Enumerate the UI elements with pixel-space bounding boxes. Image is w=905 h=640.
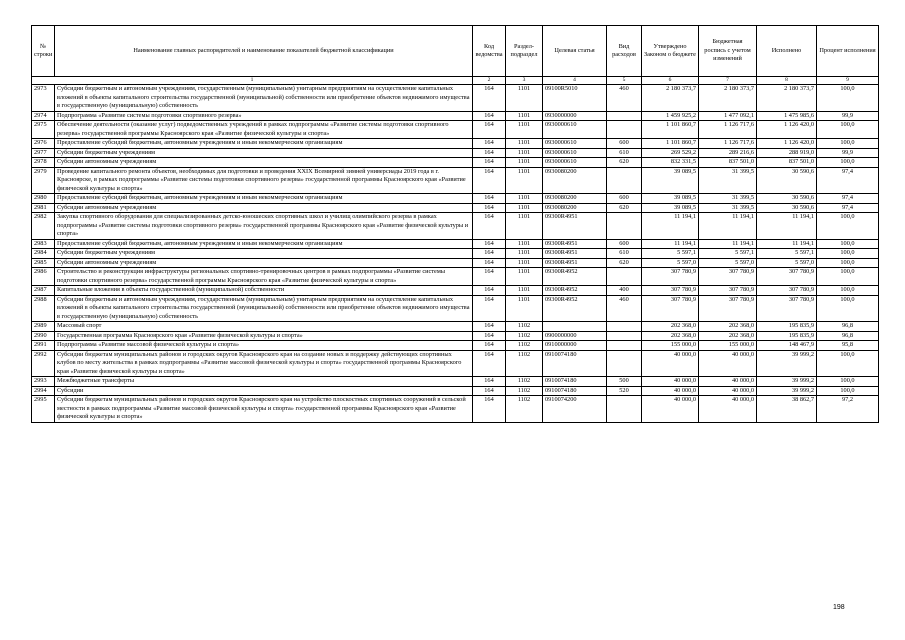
table-row [32,203,879,213]
row-name: Предоставление субсидий бюджетным, автономным учреждениям и иным некоммерческим организациям [55,194,473,204]
expense-type: 500 [607,377,642,387]
header-executed: Исполнено [757,26,817,77]
target-article: 0930080200 [543,194,607,204]
schedule-amount: 307 780,9 [699,286,757,296]
header-row-number: № строки [32,26,55,77]
target-article: 0900000000 [543,331,607,341]
section-code: 1102 [506,322,543,332]
table-row [32,148,879,158]
section-code: 1101 [506,194,543,204]
executed-amount: 307 780,9 [757,295,817,322]
percent-executed: 97,4 [817,203,879,213]
executed-amount: 195 835,9 [757,322,817,332]
expense-type [607,167,642,194]
table-row [32,396,879,423]
header-percent: Процент исполнения [817,26,879,77]
dept-code: 164 [473,377,506,387]
row-name: Субсидии автономным учреждениям [55,158,473,168]
section-code: 1101 [506,286,543,296]
row-number: 2986 [32,268,55,286]
approved-amount: 40 000,0 [642,386,699,396]
percent-executed: 97,2 [817,396,879,423]
dept-code: 164 [473,396,506,423]
dept-code: 164 [473,322,506,332]
dept-code: 164 [473,111,506,121]
percent-executed: 100,0 [817,158,879,168]
approved-amount: 39 089,5 [642,167,699,194]
section-code: 1101 [506,203,543,213]
dept-code: 164 [473,194,506,204]
row-name: Субсидии бюджетам муниципальных районов и городских округов Красноярского края на создание новых и поддержку действующих спортивных клубов по месту жительства в рамках подпрограммы «Развитие массовой физической культуры и спорта» государственной программы Красноярского края «Развитие физической культуры и спорта» [55,350,473,377]
expense-type [607,341,642,351]
section-code: 1101 [506,85,543,112]
dept-code: 164 [473,148,506,158]
expense-type: 460 [607,85,642,112]
table-row [32,258,879,268]
target-article: 09300R4951 [543,258,607,268]
row-number: 2975 [32,121,55,139]
row-name: Субсидии автономным учреждениям [55,258,473,268]
percent-executed: 100,0 [817,377,879,387]
approved-amount: 155 000,0 [642,341,699,351]
expense-type [607,396,642,423]
dept-code: 164 [473,158,506,168]
percent-executed: 100,0 [817,258,879,268]
expense-type: 460 [607,295,642,322]
table-row [32,286,879,296]
section-code: 1101 [506,148,543,158]
percent-executed: 97,4 [817,194,879,204]
table-row [32,350,879,377]
schedule-amount: 2 180 373,7 [699,85,757,112]
row-name: Субсидии [55,386,473,396]
schedule-amount: 40 000,0 [699,386,757,396]
executed-amount: 11 194,1 [757,239,817,249]
percent-executed: 100,0 [817,268,879,286]
header-section: Раздел- подраздел [506,26,543,77]
schedule-amount: 5 597,0 [699,258,757,268]
expense-type: 520 [607,386,642,396]
expense-type: 400 [607,286,642,296]
budget-table [31,25,879,423]
schedule-amount: 202 368,0 [699,331,757,341]
table-row [32,213,879,240]
table-row [32,239,879,249]
expense-type: 600 [607,239,642,249]
section-code: 1102 [506,331,543,341]
executed-amount: 1 475 985,6 [757,111,817,121]
percent-executed: 100,0 [817,121,879,139]
section-code: 1102 [506,377,543,387]
schedule-amount: 155 000,0 [699,341,757,351]
row-number: 2981 [32,203,55,213]
row-name: Закупка спортивного оборудования для специализированных детско-юношеских спортивных школ и училищ олимпийского резерва в рамках подпрограммы «Развитие системы подготовки спортивного резерва» государственной программы Красноярского края «Развитие физической культуры и спорта» [55,213,473,240]
row-name: Обеспечение деятельности (оказание услуг) подведомственных учреждений в рамках подпрограммы «Развитие системы подготовки спортивного резерва» государственной программы Красноярского края «Развитие физической культуры и спорта» [55,121,473,139]
approved-amount: 269 529,2 [642,148,699,158]
page-number: 198 [833,604,845,611]
column-number: 4 [543,77,607,85]
percent-executed: 100,0 [817,85,879,112]
target-article: 0930000610 [543,158,607,168]
target-article: 0910074180 [543,377,607,387]
executed-amount: 148 467,9 [757,341,817,351]
percent-executed: 100,0 [817,213,879,240]
table-row [32,85,879,112]
schedule-amount: 11 194,1 [699,213,757,240]
row-number: 2974 [32,111,55,121]
expense-type: 600 [607,139,642,149]
executed-amount: 39 999,2 [757,350,817,377]
schedule-amount: 202 368,0 [699,322,757,332]
percent-executed: 96,8 [817,331,879,341]
target-article: 09100R5010 [543,85,607,112]
executed-amount: 288 919,0 [757,148,817,158]
row-number: 2980 [32,194,55,204]
row-name: Субсидии бюджетным учреждениям [55,249,473,259]
row-number: 2973 [32,85,55,112]
dept-code: 164 [473,121,506,139]
section-code: 1101 [506,158,543,168]
header-approved: Утверждено Законом о бюджете [642,26,699,77]
approved-amount: 40 000,0 [642,396,699,423]
schedule-amount: 11 194,1 [699,239,757,249]
row-number: 2994 [32,386,55,396]
row-name: Предоставление субсидий бюджетным, автономным учреждениям и иным некоммерческим организациям [55,139,473,149]
percent-executed: 99,9 [817,111,879,121]
approved-amount: 307 780,9 [642,268,699,286]
row-name: Субсидии бюджетным учреждениям [55,148,473,158]
executed-amount: 837 501,0 [757,158,817,168]
dept-code: 164 [473,386,506,396]
target-article: 09300R4951 [543,249,607,259]
schedule-amount: 31 399,5 [699,194,757,204]
expense-type: 610 [607,148,642,158]
dept-code: 164 [473,341,506,351]
row-number: 2977 [32,148,55,158]
section-code: 1101 [506,167,543,194]
expense-type: 610 [607,249,642,259]
section-code: 1101 [506,268,543,286]
executed-amount: 307 780,9 [757,286,817,296]
expense-type: 620 [607,158,642,168]
schedule-amount: 307 780,9 [699,268,757,286]
approved-amount: 1 459 925,2 [642,111,699,121]
approved-amount: 1 101 860,7 [642,121,699,139]
table-body [32,85,879,423]
approved-amount: 39 089,5 [642,194,699,204]
schedule-amount: 31 399,5 [699,167,757,194]
expense-type [607,111,642,121]
schedule-amount: 1 126 717,6 [699,121,757,139]
target-article: 0930000610 [543,148,607,158]
section-code: 1102 [506,396,543,423]
executed-amount: 11 194,1 [757,213,817,240]
approved-amount: 5 597,0 [642,258,699,268]
row-number: 2982 [32,213,55,240]
section-code: 1101 [506,139,543,149]
section-code: 1101 [506,249,543,259]
row-number: 2995 [32,396,55,423]
executed-amount: 195 835,9 [757,331,817,341]
table-row [32,158,879,168]
dept-code: 164 [473,85,506,112]
column-number: 5 [607,77,642,85]
row-number: 2992 [32,350,55,377]
header-name: Наименование главных распорядителей и наименование показателей бюджетной классификации [55,26,473,77]
target-article: 0930000610 [543,139,607,149]
target-article: 0910000000 [543,341,607,351]
executed-amount: 5 597,1 [757,249,817,259]
dept-code: 164 [473,167,506,194]
dept-code: 164 [473,203,506,213]
row-name: Подпрограмма «Развитие массовой физической культуры и спорта» [55,341,473,351]
section-code: 1102 [506,341,543,351]
target-article: 09300R4951 [543,213,607,240]
target-article: 0910074180 [543,386,607,396]
schedule-amount: 5 597,1 [699,249,757,259]
header-dept-code: Код ведомства [473,26,506,77]
target-article: 0910074180 [543,350,607,377]
expense-type [607,213,642,240]
column-number: 7 [699,77,757,85]
target-article [543,322,607,332]
row-number: 2976 [32,139,55,149]
percent-executed: 95,8 [817,341,879,351]
percent-executed: 100,0 [817,239,879,249]
dept-code: 164 [473,286,506,296]
executed-amount: 1 126 420,0 [757,139,817,149]
expense-type [607,331,642,341]
row-number: 2990 [32,331,55,341]
executed-amount: 30 590,6 [757,194,817,204]
expense-type: 600 [607,194,642,204]
approved-amount: 832 331,5 [642,158,699,168]
row-name: Подпрограмма «Развитие системы подготовки спортивного резерва» [55,111,473,121]
approved-amount: 5 597,1 [642,249,699,259]
expense-type [607,322,642,332]
header-expense-type: Вид расходов [607,26,642,77]
dept-code: 164 [473,331,506,341]
row-number: 2983 [32,239,55,249]
dept-code: 164 [473,139,506,149]
dept-code: 164 [473,295,506,322]
dept-code: 164 [473,249,506,259]
executed-amount: 39 999,2 [757,377,817,387]
row-number: 2991 [32,341,55,351]
column-number: 2 [473,77,506,85]
schedule-amount: 1 477 092,1 [699,111,757,121]
budget-table-sheet [31,25,878,423]
table-row [32,386,879,396]
target-article: 0930080200 [543,203,607,213]
table-row [32,331,879,341]
dept-code: 164 [473,258,506,268]
section-code: 1102 [506,350,543,377]
table-row [32,295,879,322]
percent-executed: 96,8 [817,322,879,332]
row-number: 2987 [32,286,55,296]
percent-executed: 100,0 [817,350,879,377]
expense-type: 620 [607,203,642,213]
schedule-amount: 40 000,0 [699,396,757,423]
table-row [32,377,879,387]
table-row [32,139,879,149]
target-article: 0930000610 [543,121,607,139]
percent-executed: 100,0 [817,386,879,396]
column-number: 3 [506,77,543,85]
table-row [32,268,879,286]
dept-code: 164 [473,239,506,249]
table-row [32,194,879,204]
expense-type [607,350,642,377]
percent-executed: 99,9 [817,148,879,158]
section-code: 1101 [506,258,543,268]
approved-amount: 40 000,0 [642,377,699,387]
expense-type [607,121,642,139]
column-numbers-row [32,77,879,85]
table-row [32,341,879,351]
dept-code: 164 [473,213,506,240]
section-code: 1101 [506,213,543,240]
schedule-amount: 31 399,5 [699,203,757,213]
row-number: 2978 [32,158,55,168]
row-name: Проведение капитального ремонта объектов, необходимых для подготовки и проведения XXIX Всемирной зимней универсиады 2019 года в г. Красноярске, в рамках подпрограммы «Развитие системы подготовки спортивного резерва» государственной программы Красноярского края «Развитие физической культуры и спорта» [55,167,473,194]
approved-amount: 11 194,1 [642,213,699,240]
dept-code: 164 [473,268,506,286]
target-article: 09300R4951 [543,239,607,249]
row-number: 2984 [32,249,55,259]
table-row [32,249,879,259]
row-name: Субсидии автономным учреждениям [55,203,473,213]
row-name: Субсидии бюджетам муниципальных районов и городских округов Красноярского края на устройство плоскостных спортивных сооружений в сельской местности в рамках подпрограммы «Развитие массовой физической культуры и спорта» государственной программы Красноярского края «Развитие физической культуры и спорта» [55,396,473,423]
approved-amount: 2 180 373,7 [642,85,699,112]
row-name: Предоставление субсидий бюджетным, автономным учреждениям и иным некоммерческим организациям [55,239,473,249]
row-name: Государственная программа Красноярского края «Развитие физической культуры и спорта» [55,331,473,341]
schedule-amount: 307 780,9 [699,295,757,322]
percent-executed: 100,0 [817,249,879,259]
executed-amount: 30 590,6 [757,167,817,194]
approved-amount: 202 368,0 [642,322,699,332]
percent-executed: 97,4 [817,167,879,194]
row-number: 2989 [32,322,55,332]
schedule-amount: 837 501,0 [699,158,757,168]
table-row [32,322,879,332]
header-budget-schedule: Бюджетная роспись с учетом изменений [699,26,757,77]
executed-amount: 5 597,0 [757,258,817,268]
approved-amount: 1 101 860,7 [642,139,699,149]
schedule-amount: 289 216,6 [699,148,757,158]
approved-amount: 307 780,9 [642,295,699,322]
approved-amount: 39 089,5 [642,203,699,213]
section-code: 1102 [506,386,543,396]
row-name: Массовый спорт [55,322,473,332]
dept-code: 164 [473,350,506,377]
target-article: 09300R4952 [543,268,607,286]
approved-amount: 40 000,0 [642,350,699,377]
target-article: 09300R4952 [543,295,607,322]
target-article: 0930000000 [543,111,607,121]
row-name: Субсидии бюджетным и автономным учреждениям, государственным (муниципальным) унитарным предприятиям на осуществление капитальных вложений в объекты капитального строительства государственной (муниципальной) собственности или приобретение объектов недвижимого имущества в государственную (муниципальную) собственность [55,295,473,322]
section-code: 1101 [506,239,543,249]
row-number: 2988 [32,295,55,322]
target-article: 0910074200 [543,396,607,423]
schedule-amount: 40 000,0 [699,350,757,377]
executed-amount: 39 999,2 [757,386,817,396]
schedule-amount: 40 000,0 [699,377,757,387]
row-number: 2993 [32,377,55,387]
column-number: 1 [32,77,473,85]
section-code: 1101 [506,295,543,322]
row-name: Строительство и реконструкция инфраструктуры региональных спортивно-тренировочных центров в рамках подпрограммы «Развитие системы подготовки спортивного резерва» государственной программы Красноярского края «Развитие физической культуры и спорта» [55,268,473,286]
section-code: 1101 [506,111,543,121]
executed-amount: 1 126 420,0 [757,121,817,139]
section-code: 1101 [506,121,543,139]
percent-executed: 100,0 [817,139,879,149]
row-name: Капитальные вложения в объекты государственной (муниципальной) собственности [55,286,473,296]
executed-amount: 30 590,6 [757,203,817,213]
percent-executed: 100,0 [817,286,879,296]
percent-executed: 100,0 [817,295,879,322]
header-row [32,26,879,77]
expense-type: 620 [607,258,642,268]
row-name: Межбюджетные трансферты [55,377,473,387]
target-article: 0930080200 [543,167,607,194]
approved-amount: 202 368,0 [642,331,699,341]
column-number: 8 [757,77,817,85]
row-number: 2985 [32,258,55,268]
approved-amount: 307 780,9 [642,286,699,296]
executed-amount: 307 780,9 [757,268,817,286]
executed-amount: 2 180 373,7 [757,85,817,112]
header-target-article: Целевая статья [543,26,607,77]
schedule-amount: 1 126 717,6 [699,139,757,149]
table-row [32,111,879,121]
row-number: 2979 [32,167,55,194]
executed-amount: 38 862,7 [757,396,817,423]
table-row [32,167,879,194]
row-name: Субсидии бюджетным и автономным учреждениям, государственным (муниципальным) унитарным предприятиям на осуществление капитальных вложений в объекты капитального строительства государственной (муниципальной) собственности или приобретение объектов недвижимого имущества в государственную (муниципальную) собственность [55,85,473,112]
approved-amount: 11 194,1 [642,239,699,249]
expense-type [607,268,642,286]
target-article: 09300R4952 [543,286,607,296]
column-number: 9 [817,77,879,85]
column-number: 6 [642,77,699,85]
table-row [32,121,879,139]
